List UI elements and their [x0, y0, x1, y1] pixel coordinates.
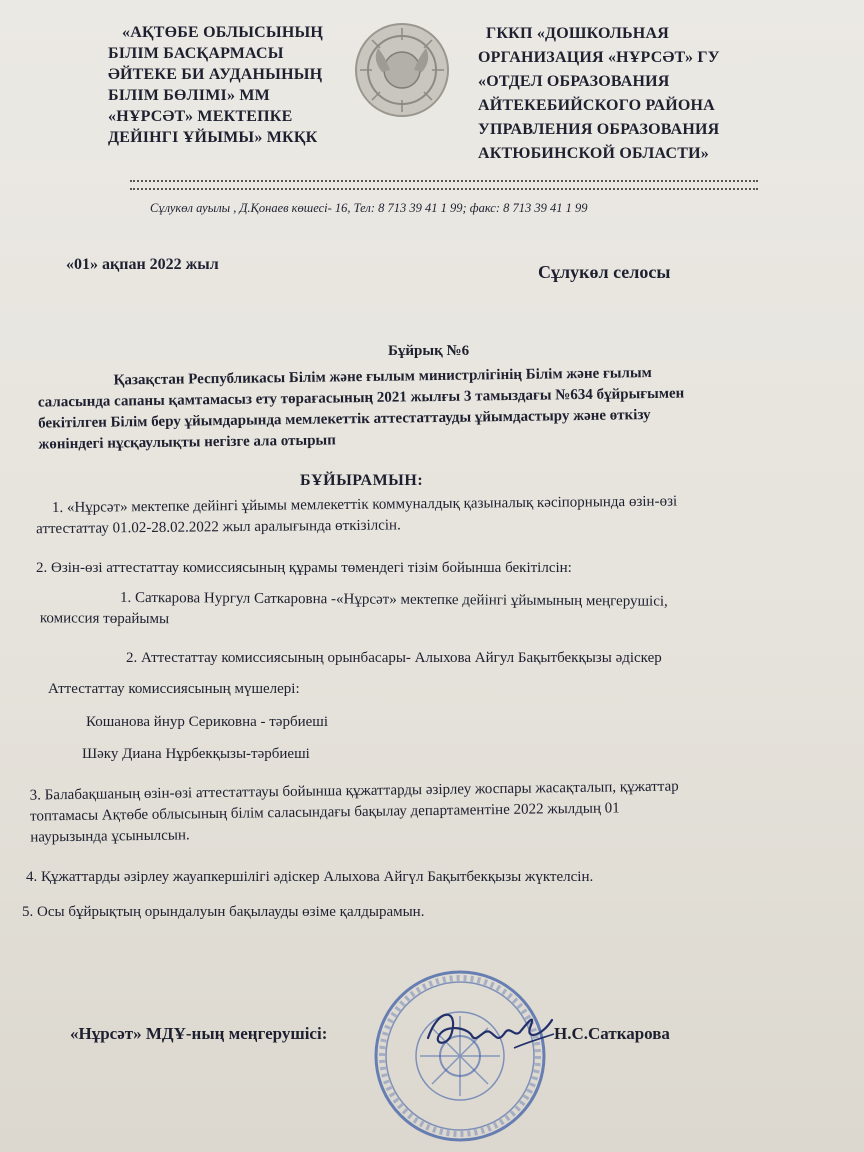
members-label: Аттестаттау комиссиясының мүшелері:	[48, 681, 300, 697]
signature-title: «Нұрсәт» МДҰ-ның меңгерушісі:	[70, 1024, 328, 1043]
item-line: наурызында ұсынылсын.	[30, 827, 190, 846]
order-title: Бұйрық №6	[388, 343, 470, 359]
header-left-line: БІЛІМ БӨЛІМІ» ММ	[108, 87, 270, 104]
item-line: 1. «Нұрсәт» мектепке дейінгі ұйымы мемлекеттік коммуналдық қазыналық кәсіпорнында өзін-өзі	[51, 493, 678, 517]
preamble-line: Қазақстан Республикасы Білім және ғылым министрлігінің Білім және ғылым	[113, 365, 652, 389]
header-right-line: АЙТЕКЕБИЙСКОГО РАЙОНА	[478, 97, 715, 114]
header-kazakh-org	[108, 22, 358, 148]
member-entry: Кошанова йнур Сериковна - тәрбиеші	[86, 714, 328, 730]
header-left-line: «НҰРСӘТ» МЕКТЕПКЕ	[108, 108, 293, 125]
member-entry: Шәку Диана Нұрбекқызы-тәрбиеші	[82, 746, 310, 762]
header-russian-org	[478, 22, 778, 166]
village-name: Сұлукөл селосы	[538, 262, 671, 282]
header-left-line: ӘЙТЕКЕ БИ АУДАНЫНЫҢ	[108, 66, 323, 83]
preamble	[37, 360, 838, 455]
item-line: 5. Осы бұйрықтың орындалуын бақылауды өзіме қалдырамын.	[22, 904, 425, 920]
item-line: комиссия төрайымы	[39, 610, 170, 628]
header-right-line: ГККП «ДОШКОЛЬНАЯ	[486, 25, 669, 42]
item-4	[26, 867, 826, 888]
item-line: 2. Өзін-өзі аттестаттау комиссиясының құрамы төмендегі тізім бойынша бекітілсін:	[36, 560, 572, 576]
header-divider	[130, 180, 758, 190]
item-1	[36, 490, 836, 540]
item-2	[36, 558, 826, 579]
item-line: 3. Балабақшаның өзін-өзі аттестаттауы бойынша құжаттарды әзірлеу жоспары жасақталып, құжаттар	[29, 778, 679, 804]
header-right-line: ОРГАНИЗАЦИЯ «НҰРСӘТ» ГУ	[478, 49, 720, 66]
header-right-line: АКТЮБИНСКОЙ ОБЛАСТИ»	[478, 145, 709, 162]
item-line: топтамасы Ақтөбе облысының білім саласындағы бақылау департаментіне 2022 жылдың 01	[29, 800, 620, 825]
address-line: Сұлукөл ауылы , Д.Қонаев көшесі- 16, Тел: 8 713 39 41 1 99; факс: 8 713 39 41 1 99	[150, 201, 588, 215]
header-left-line: «АҚТӨБЕ ОБЛЫСЫНЫҢ	[122, 24, 324, 41]
order-date: «01» ақпан 2022 жыл	[66, 256, 219, 273]
item-line: аттестаттау 01.02-28.02.2022 жыл аралығында өткізілсін.	[36, 517, 401, 538]
header-right-line: «ОТДЕЛ ОБРАЗОВАНИЯ	[478, 73, 670, 90]
header-right-line: УПРАВЛЕНИЯ ОБРАЗОВАНИЯ	[478, 121, 720, 138]
handwritten-signature	[418, 998, 558, 1058]
header-left-line: ДЕЙІНГІ ҰЙЫМЫ» МКҚК	[108, 129, 318, 146]
header-left-line: БІЛІМ БАСҚАРМАСЫ	[108, 45, 284, 62]
commission-member-1	[40, 587, 820, 634]
signatory-name: Н.С.Саткарова	[554, 1024, 670, 1043]
item-3	[30, 774, 831, 848]
item-5	[22, 902, 822, 923]
item-line: 2. Аттестаттау комиссиясының орынбасары- Алыхова Айгул Бақытбекқызы әдіскер	[126, 650, 662, 666]
preamble-line: саласында сапаны қамтамасыз ету төрағасының 2021 жылғы 3 тамыздағы №634 бұйрығымен	[37, 385, 685, 411]
commission-member-2	[126, 648, 826, 669]
command-heading: БҰЙЫРАМЫН:	[300, 472, 424, 489]
preamble-line: жөніндегі нұсқаулықты негізге ала отырып	[38, 432, 336, 453]
item-line: 1. Саткарова Нургул Саткаровна -«Нұрсәт» мектепке дейінгі ұйымының меңгерушісі,	[120, 589, 668, 610]
item-line: 4. Құжаттарды әзірлеу жауапкершілігі әдіскер Алыхова Айгүл Бақытбекқызы жүктелсін.	[26, 869, 594, 885]
state-emblem-icon	[352, 20, 452, 120]
preamble-line: бекітілген Білім беру ұйымдарында мемлекеттік аттестаттауды ұйымдастыру және өткізу	[38, 407, 651, 432]
